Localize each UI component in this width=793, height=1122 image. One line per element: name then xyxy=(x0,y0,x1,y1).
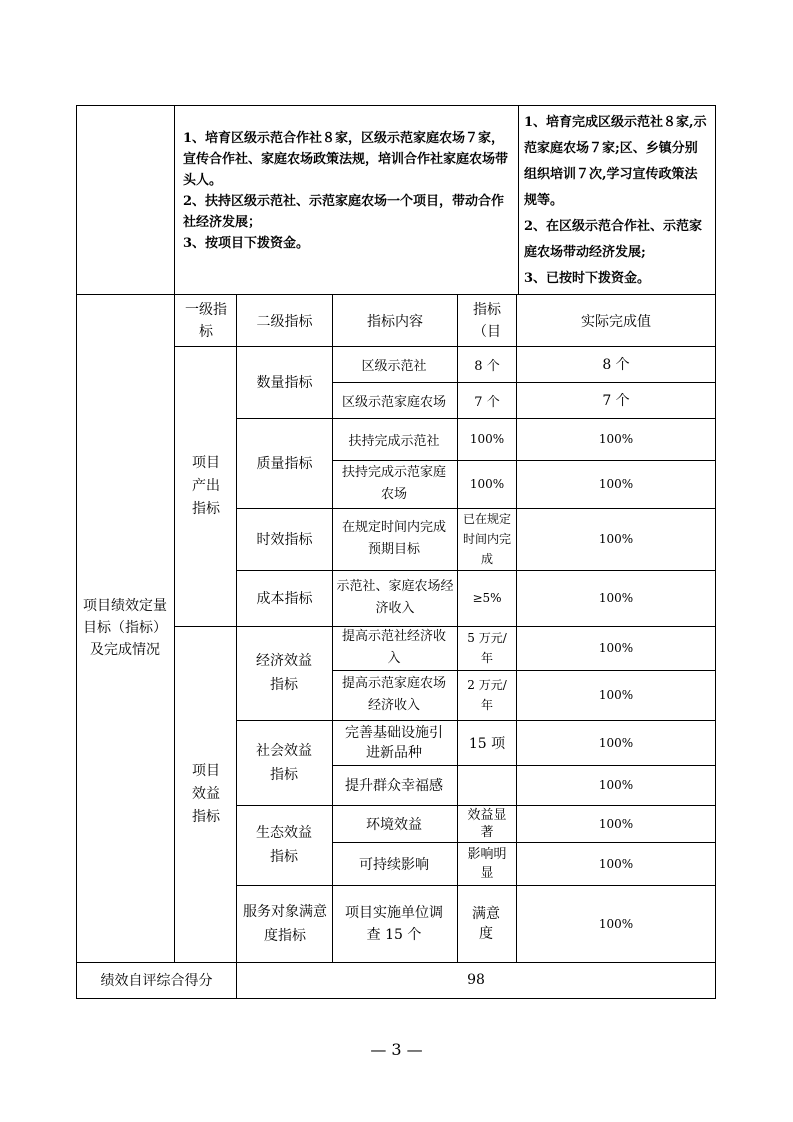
row-actual: 100% xyxy=(598,591,634,605)
group-output: 项目产出指标 xyxy=(192,454,220,517)
row-content: 扶持完成示范社 xyxy=(348,433,440,449)
header-content: 指标内容 xyxy=(367,314,423,330)
row-actual: 100% xyxy=(598,477,634,491)
indicator-ecological: 生态效益指标 xyxy=(256,825,312,865)
row-actual: 100% xyxy=(598,688,634,702)
row-content: 区级示范家庭农场 xyxy=(341,394,446,410)
header-actual: 实际完成值 xyxy=(581,314,651,330)
row-content: 环境效益 xyxy=(366,816,422,833)
row-content: 项目实施单位调查 15 个 xyxy=(345,904,443,943)
row-actual: 100% xyxy=(598,432,634,446)
row-content: 提升群众幸福感 xyxy=(345,778,443,794)
row-target: 2 万元/年 xyxy=(467,678,507,712)
row-target: 满意度 xyxy=(472,905,500,942)
row-content: 示范社、家庭农场经济收入 xyxy=(336,579,454,616)
row-actual: 8 个 xyxy=(602,357,630,373)
row-target: 100% xyxy=(469,432,505,446)
row-content: 提高示范社经济收入 xyxy=(342,629,446,666)
indicator-economic: 经济效益指标 xyxy=(256,653,312,693)
header-level2: 二级指标 xyxy=(256,314,313,330)
goal-description: 1、培育区级示范合作社８家，区级示范家庭农场７家，宣传合作社、家庭农场政策法规，培训合作社家庭农场带头人。 2、扶持区级示范社、示范家庭农场一个项目，带动合作社经济发展； 3、按项目下拨资金。 xyxy=(183,131,509,251)
indicator-cost: 成本指标 xyxy=(256,591,313,607)
row-actual: 100% xyxy=(598,735,634,750)
row-actual: 100% xyxy=(598,916,634,931)
actual-description: 1、培育完成区级示范社８家,示范家庭农场７家;区、乡镇分别组织培训７次,学习宣传政策法规等。 2、在区级示范合作社、示范家庭农场带动经济发展; 3、已按时下拨资金。 xyxy=(524,115,707,286)
row-target: ≥5% xyxy=(472,591,502,605)
header-target: 指标（目 xyxy=(473,302,501,340)
side-label xyxy=(80,294,170,962)
row-target: 影响明显 xyxy=(467,846,507,881)
row-target: 8 个 xyxy=(474,358,500,374)
indicator-quantity: 数量指标 xyxy=(256,375,313,391)
row-actual: 7 个 xyxy=(602,393,630,409)
row-target: 100% xyxy=(469,477,505,491)
row-target xyxy=(459,765,515,805)
row-target: 已在规定时间内完成 xyxy=(462,512,511,566)
row-target: 效益显著 xyxy=(467,807,507,840)
row-target: 15 项 xyxy=(468,735,506,752)
row-content: 提高示范家庭农场经济收入 xyxy=(342,676,446,713)
header-level1: 一级指标 xyxy=(185,302,227,340)
indicator-quality: 质量指标 xyxy=(256,456,313,472)
row-content: 在规定时间内完成预期目标 xyxy=(342,520,446,557)
row-target: 5 万元/年 xyxy=(467,631,507,665)
row-target: 7 个 xyxy=(474,394,500,410)
row-actual: 100% xyxy=(598,641,634,655)
row-content: 区级示范社 xyxy=(361,358,427,374)
indicator-satisfaction: 服务对象满意度指标 xyxy=(243,903,327,944)
row-content: 完善基础设施引进新品种 xyxy=(345,724,443,761)
indicator-social: 社会效益指标 xyxy=(256,742,312,783)
row-actual: 100% xyxy=(598,778,634,792)
row-actual: 100% xyxy=(598,816,634,831)
score-value: 98 xyxy=(467,972,485,988)
group-benefit: 项目效益指标 xyxy=(192,762,220,825)
indicator-timeliness: 时效指标 xyxy=(256,532,313,548)
page-number: — 3 — xyxy=(370,1040,423,1059)
row-content: 扶持完成示范家庭农场 xyxy=(342,465,446,502)
score-label: 绩效自评综合得分 xyxy=(100,973,213,989)
side-label-text: 项目绩效定量目标（指标）及完成情况 xyxy=(83,598,167,658)
row-actual: 100% xyxy=(598,856,634,871)
row-content: 可持续影响 xyxy=(359,856,429,873)
row-actual: 100% xyxy=(598,532,634,546)
